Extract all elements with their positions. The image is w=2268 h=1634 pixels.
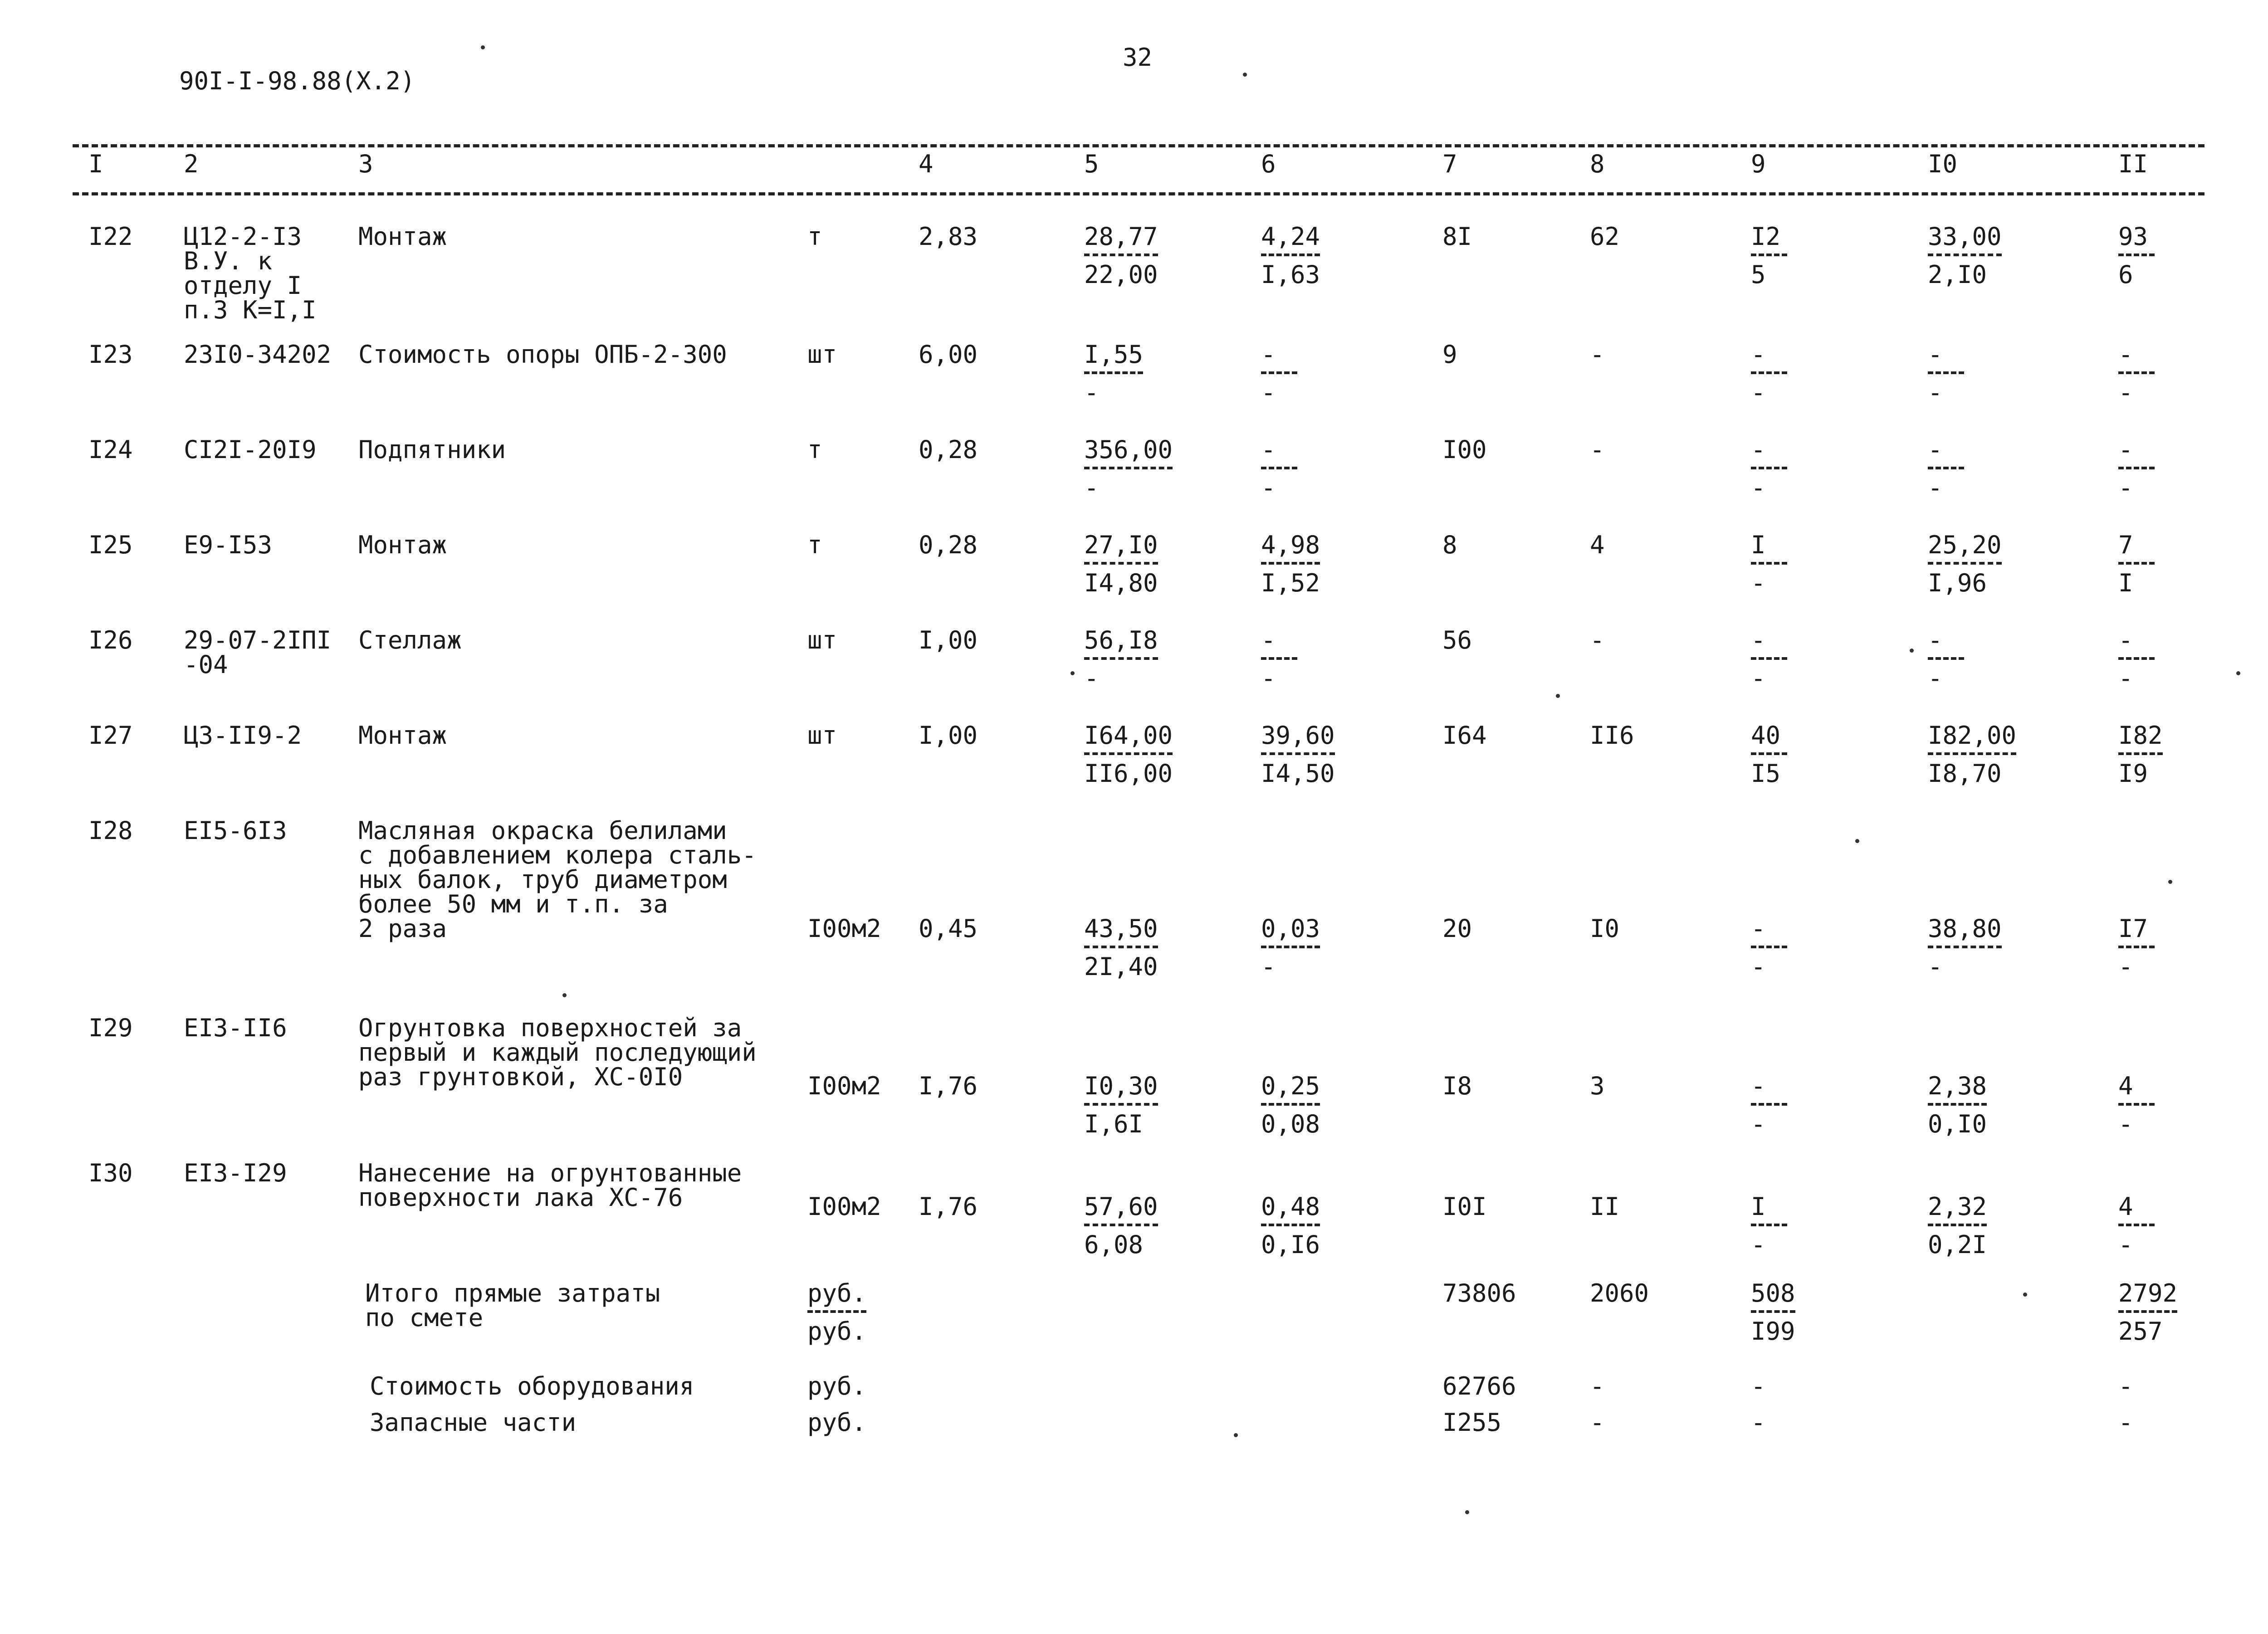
totals-col11 xyxy=(2118,1281,2177,1344)
col10-value-denominator: I,96 xyxy=(1928,569,1987,597)
col5-value-denominator: - xyxy=(1084,664,1099,693)
col6-value xyxy=(1261,628,1297,691)
col10-value-numerator: - xyxy=(1928,438,1964,469)
row-number: I22 xyxy=(88,222,133,251)
col5-value-denominator: 6,08 xyxy=(1084,1230,1144,1259)
col6-value-numerator: 39,60 xyxy=(1261,723,1335,755)
col5-value-denominator: - xyxy=(1084,378,1099,407)
col5-value xyxy=(1084,914,1158,981)
col5-value xyxy=(1084,435,1173,502)
col5-value xyxy=(1084,1074,1158,1136)
col10-value-numerator: - xyxy=(1928,628,1964,660)
col11-value-denominator: - xyxy=(2118,473,2133,502)
col9-value-denominator: - xyxy=(1751,378,1766,407)
quantity: 0,28 xyxy=(919,531,978,559)
col5-value-numerator: 28,77 xyxy=(1084,224,1158,256)
quantity: 6,00 xyxy=(919,340,978,369)
quantity: 0,45 xyxy=(919,914,978,943)
item-code: 29-07-2IПI -04 xyxy=(184,626,332,679)
col10-value-denominator: - xyxy=(1928,378,1943,407)
col7-value: I8 xyxy=(1442,1072,1472,1100)
col8-value: II6 xyxy=(1590,721,1634,750)
col6-value xyxy=(1261,723,1335,786)
equipment-col8: - xyxy=(1590,1372,1605,1400)
item-name: Монтаж xyxy=(358,721,447,750)
col6-value xyxy=(1261,435,1297,502)
col9-value xyxy=(1751,1192,1787,1259)
col10-value xyxy=(1928,723,2016,786)
col9-value xyxy=(1751,1074,1787,1136)
col6-value-numerator: 0,48 xyxy=(1261,1195,1320,1226)
col11-value-denominator: 6 xyxy=(2118,260,2133,289)
col10-value-denominator: 0,I0 xyxy=(1928,1110,1987,1138)
row-number: I30 xyxy=(88,1159,133,1187)
column-header-2: 2 xyxy=(184,150,199,178)
column-header-10: I0 xyxy=(1928,150,1958,178)
col10-value-denominator: - xyxy=(1928,473,1943,502)
col9-value xyxy=(1751,723,1787,786)
unit: I00м2 xyxy=(807,914,881,943)
col9-value-denominator: - xyxy=(1751,1110,1766,1138)
unit: т xyxy=(807,531,822,559)
unit: шт xyxy=(807,721,837,750)
col11-value xyxy=(2118,1074,2155,1136)
col9-value-denominator: - xyxy=(1751,569,1766,597)
item-name: Стеллаж xyxy=(358,626,462,654)
col7-value: I00 xyxy=(1442,435,1487,464)
col9-value xyxy=(1751,533,1787,595)
col8-value: - xyxy=(1590,626,1605,654)
col11-value-denominator: - xyxy=(2118,378,2133,407)
col5-value-denominator: 2I,40 xyxy=(1084,952,1158,981)
col5-value xyxy=(1084,628,1158,691)
col11-value-denominator: - xyxy=(2118,952,2133,981)
col11-value-numerator: - xyxy=(2118,438,2155,469)
col11-value-numerator: 4 xyxy=(2118,1074,2155,1106)
col5-value-numerator: 57,60 xyxy=(1084,1195,1158,1226)
col6-value-numerator: - xyxy=(1261,438,1297,469)
col8-value: 3 xyxy=(1590,1072,1605,1100)
unit: I00м2 xyxy=(807,1192,881,1221)
totals-unit-numerator: руб. xyxy=(807,1281,866,1313)
row-number: I24 xyxy=(88,435,133,464)
col10-value xyxy=(1928,1192,1987,1259)
col11-value-numerator: I82 xyxy=(2118,723,2163,755)
col11-value-denominator: I xyxy=(2118,569,2133,597)
col10-value-numerator: 25,20 xyxy=(1928,533,2002,565)
col10-value-numerator: 33,00 xyxy=(1928,224,2002,256)
col10-value-numerator: 2,38 xyxy=(1928,1074,1987,1106)
equipment-unit: руб. xyxy=(807,1372,867,1400)
quantity: I,00 xyxy=(919,626,978,654)
col6-value-numerator: 4,98 xyxy=(1261,533,1320,565)
col11-value xyxy=(2118,533,2155,595)
item-name: Стоимость опоры ОПБ-2-300 xyxy=(358,340,727,369)
col6-value xyxy=(1261,224,1320,287)
page-number: 32 xyxy=(1123,43,1153,72)
equipment-label: Стоимость оборудования xyxy=(370,1372,694,1400)
col11-value xyxy=(2118,628,2155,691)
item-code: CI2I-20I9 xyxy=(184,435,317,464)
col9-value-denominator: 5 xyxy=(1751,260,1766,289)
equipment-col9: - xyxy=(1751,1372,1766,1400)
col10-value-denominator: 0,2I xyxy=(1928,1230,1987,1259)
col10-value-denominator: - xyxy=(1928,664,1943,693)
col8-value: 62 xyxy=(1590,222,1620,251)
col7-value: 8 xyxy=(1442,531,1457,559)
col11-value-numerator: - xyxy=(2118,342,2155,374)
col10-value-denominator: - xyxy=(1928,952,1943,981)
row-number: I27 xyxy=(88,721,133,750)
col5-value-numerator: I,55 xyxy=(1084,342,1143,374)
item-code: Ц3-II9-2 xyxy=(184,721,302,750)
totals-col7: 73806 xyxy=(1442,1279,1516,1307)
col7-value: 8I xyxy=(1442,222,1472,251)
unit: шт xyxy=(807,626,837,654)
col9-value-numerator: I xyxy=(1751,1195,1787,1226)
column-header-4: 4 xyxy=(919,150,934,178)
col9-value-numerator: - xyxy=(1751,342,1787,374)
col5-value-numerator: 56,I8 xyxy=(1084,628,1158,660)
quantity: 2,83 xyxy=(919,222,978,251)
col8-value: - xyxy=(1590,340,1605,369)
col9-value xyxy=(1751,628,1787,691)
col9-value xyxy=(1751,224,1787,287)
col6-value-denominator: I4,50 xyxy=(1261,759,1335,788)
col10-value-numerator: I82,00 xyxy=(1928,723,2016,755)
col7-value: 56 xyxy=(1442,626,1472,654)
item-code: Ц12-2-I3 В.У. к отделу I п.3 К=I,I xyxy=(184,222,317,324)
item-code: 23I0-34202 xyxy=(184,340,332,369)
col7-value: 20 xyxy=(1442,914,1472,943)
col6-value-denominator: - xyxy=(1261,378,1276,407)
totals-col9-numerator: 508 xyxy=(1751,1281,1795,1313)
item-name: Монтаж xyxy=(358,531,447,559)
document-code: 90I-I-98.88(X.2) xyxy=(179,67,415,95)
column-header-9: 9 xyxy=(1751,150,1766,178)
item-name: Нанесение на огрунтованные поверхности лака ХС-76 xyxy=(358,1159,742,1212)
col9-value xyxy=(1751,342,1787,405)
spare-parts-col9: - xyxy=(1751,1408,1766,1437)
col6-value-numerator: 4,24 xyxy=(1261,224,1320,256)
col11-value-numerator: 93 xyxy=(2118,224,2155,256)
column-header-3: 3 xyxy=(358,150,373,178)
col6-value xyxy=(1261,1074,1320,1136)
col6-value-numerator: 0,25 xyxy=(1261,1074,1320,1106)
col11-value-numerator: 7 xyxy=(2118,533,2155,565)
col5-value xyxy=(1084,723,1173,786)
col5-value-denominator: I,6I xyxy=(1084,1110,1144,1138)
col6-value-denominator: I,63 xyxy=(1261,260,1320,289)
col11-value-denominator: I9 xyxy=(2118,759,2148,788)
col9-value-denominator: - xyxy=(1751,1230,1766,1259)
col6-value-denominator: 0,08 xyxy=(1261,1110,1320,1138)
item-code: EI5-6I3 xyxy=(184,816,287,845)
column-header-11: II xyxy=(2118,150,2148,178)
col11-value xyxy=(2118,1192,2155,1259)
col5-value xyxy=(1084,224,1158,287)
row-number: I23 xyxy=(88,340,133,369)
item-name: Подпятники xyxy=(358,435,506,464)
col10-value-numerator: 38,80 xyxy=(1928,917,2002,948)
col8-value: - xyxy=(1590,435,1605,464)
unit: т xyxy=(807,435,822,464)
column-header-5: 5 xyxy=(1084,150,1099,178)
col9-value-numerator: - xyxy=(1751,917,1787,948)
col9-value-numerator: 40 xyxy=(1751,723,1787,755)
col6-value xyxy=(1261,1192,1320,1259)
col11-value xyxy=(2118,342,2155,405)
col11-value-numerator: 4 xyxy=(2118,1195,2155,1226)
col6-value-numerator: - xyxy=(1261,342,1297,374)
col11-value-numerator: - xyxy=(2118,628,2155,660)
col9-value-numerator: - xyxy=(1751,1074,1787,1106)
unit: шт xyxy=(807,340,837,369)
row-number: I25 xyxy=(88,531,133,559)
col9-value-numerator: - xyxy=(1751,628,1787,660)
column-header-8: 8 xyxy=(1590,150,1605,178)
col10-value xyxy=(1928,342,1964,405)
spare-parts-col8: - xyxy=(1590,1408,1605,1437)
item-code: E9-I53 xyxy=(184,531,273,559)
col5-value xyxy=(1084,342,1143,405)
col6-value-denominator: - xyxy=(1261,664,1276,693)
item-name: Монтаж xyxy=(358,222,447,251)
col9-value xyxy=(1751,435,1787,502)
col11-value-numerator: I7 xyxy=(2118,917,2155,948)
totals-col11-denominator: 257 xyxy=(2118,1317,2163,1346)
col5-value xyxy=(1084,533,1158,595)
col6-value xyxy=(1261,914,1320,981)
col10-value xyxy=(1928,914,2002,981)
item-name: Огрунтовка поверхностей за первый и каждый последующий раз грунтовкой, ХС-0I0 xyxy=(358,1014,757,1091)
col8-value: I0 xyxy=(1590,914,1620,943)
col9-value-numerator: I2 xyxy=(1751,224,1787,256)
col7-value: I64 xyxy=(1442,721,1487,750)
col5-value-denominator: II6,00 xyxy=(1084,759,1173,788)
col11-value xyxy=(2118,723,2163,786)
quantity: I,00 xyxy=(919,721,978,750)
col5-value-numerator: 27,I0 xyxy=(1084,533,1158,565)
col11-value-denominator: - xyxy=(2118,664,2133,693)
col7-value: 9 xyxy=(1442,340,1457,369)
unit: т xyxy=(807,222,822,251)
totals-unit-denominator: руб. xyxy=(807,1317,867,1346)
column-header-6: 6 xyxy=(1261,150,1276,178)
col5-value-numerator: 356,00 xyxy=(1084,438,1173,469)
col11-value xyxy=(2118,224,2155,287)
col8-value: 4 xyxy=(1590,531,1605,559)
col10-value-denominator: I8,70 xyxy=(1928,759,2002,788)
row-number: I26 xyxy=(88,626,133,654)
col6-value xyxy=(1261,342,1297,405)
col5-value-denominator: 22,00 xyxy=(1084,260,1158,289)
col7-value: I0I xyxy=(1442,1192,1487,1221)
quantity: 0,28 xyxy=(919,435,978,464)
col11-value-denominator: - xyxy=(2118,1230,2133,1259)
col9-value-numerator: - xyxy=(1751,438,1787,469)
col10-value xyxy=(1928,435,1964,502)
col9-value-denominator: - xyxy=(1751,473,1766,502)
col10-value-numerator: - xyxy=(1928,342,1964,374)
col9-value-denominator: I5 xyxy=(1751,759,1781,788)
totals-col8: 2060 xyxy=(1590,1279,1649,1307)
spare-parts-label: Запасные части xyxy=(370,1408,577,1437)
spare-parts-unit: руб. xyxy=(807,1408,867,1437)
col6-value xyxy=(1261,533,1320,595)
col6-value-numerator: - xyxy=(1261,628,1297,660)
col9-value-denominator: - xyxy=(1751,952,1766,981)
totals-unit xyxy=(807,1281,866,1344)
col10-value xyxy=(1928,1074,1987,1136)
col5-value xyxy=(1084,1192,1158,1259)
col10-value-denominator: 2,I0 xyxy=(1928,260,1987,289)
column-header-1: I xyxy=(88,150,103,178)
totals-label: Итого прямые затраты по смете xyxy=(365,1279,660,1332)
item-code: EI3-II6 xyxy=(184,1014,287,1042)
equipment-col7: 62766 xyxy=(1442,1372,1516,1400)
col5-value-denominator: - xyxy=(1084,473,1099,502)
col5-value-numerator: I0,30 xyxy=(1084,1074,1158,1106)
col5-value-numerator: I64,00 xyxy=(1084,723,1173,755)
column-header-7: 7 xyxy=(1442,150,1457,178)
col6-value-denominator: - xyxy=(1261,952,1276,981)
totals-col11-numerator: 2792 xyxy=(2118,1281,2177,1313)
col10-value xyxy=(1928,533,2002,595)
row-number: I29 xyxy=(88,1014,133,1042)
quantity: I,76 xyxy=(919,1072,978,1100)
spare-parts-col7: I255 xyxy=(1442,1408,1502,1437)
col10-value xyxy=(1928,628,1964,691)
col9-value xyxy=(1751,914,1787,981)
equipment-col11: - xyxy=(2118,1372,2133,1400)
item-name: Масляная окраска белилами с добавлением колера сталь- ных балок, труб диаметром более 50 мм и т.п. за 2 раза xyxy=(358,816,757,943)
col9-value-denominator: - xyxy=(1751,664,1766,693)
col11-value-denominator: - xyxy=(2118,1110,2133,1138)
spare-parts-col11: - xyxy=(2118,1408,2133,1437)
header-rule-top xyxy=(73,144,2204,147)
col10-value xyxy=(1928,224,2002,287)
col5-value-numerator: 43,50 xyxy=(1084,917,1158,948)
row-number: I28 xyxy=(88,816,133,845)
col6-value-numerator: 0,03 xyxy=(1261,917,1320,948)
header-rule-bottom xyxy=(73,192,2204,195)
col11-value xyxy=(2118,435,2155,502)
col6-value-denominator: - xyxy=(1261,473,1276,502)
col5-value-denominator: I4,80 xyxy=(1084,569,1158,597)
totals-col9-denominator: I99 xyxy=(1751,1317,1795,1346)
quantity: I,76 xyxy=(919,1192,978,1221)
col6-value-denominator: I,52 xyxy=(1261,569,1320,597)
item-code: EI3-I29 xyxy=(184,1159,287,1187)
unit: I00м2 xyxy=(807,1072,881,1100)
col6-value-denominator: 0,I6 xyxy=(1261,1230,1320,1259)
col11-value xyxy=(2118,914,2155,981)
col8-value: II xyxy=(1590,1192,1620,1221)
totals-col9 xyxy=(1751,1281,1795,1344)
col10-value-numerator: 2,32 xyxy=(1928,1195,1987,1226)
col9-value-numerator: I xyxy=(1751,533,1787,565)
